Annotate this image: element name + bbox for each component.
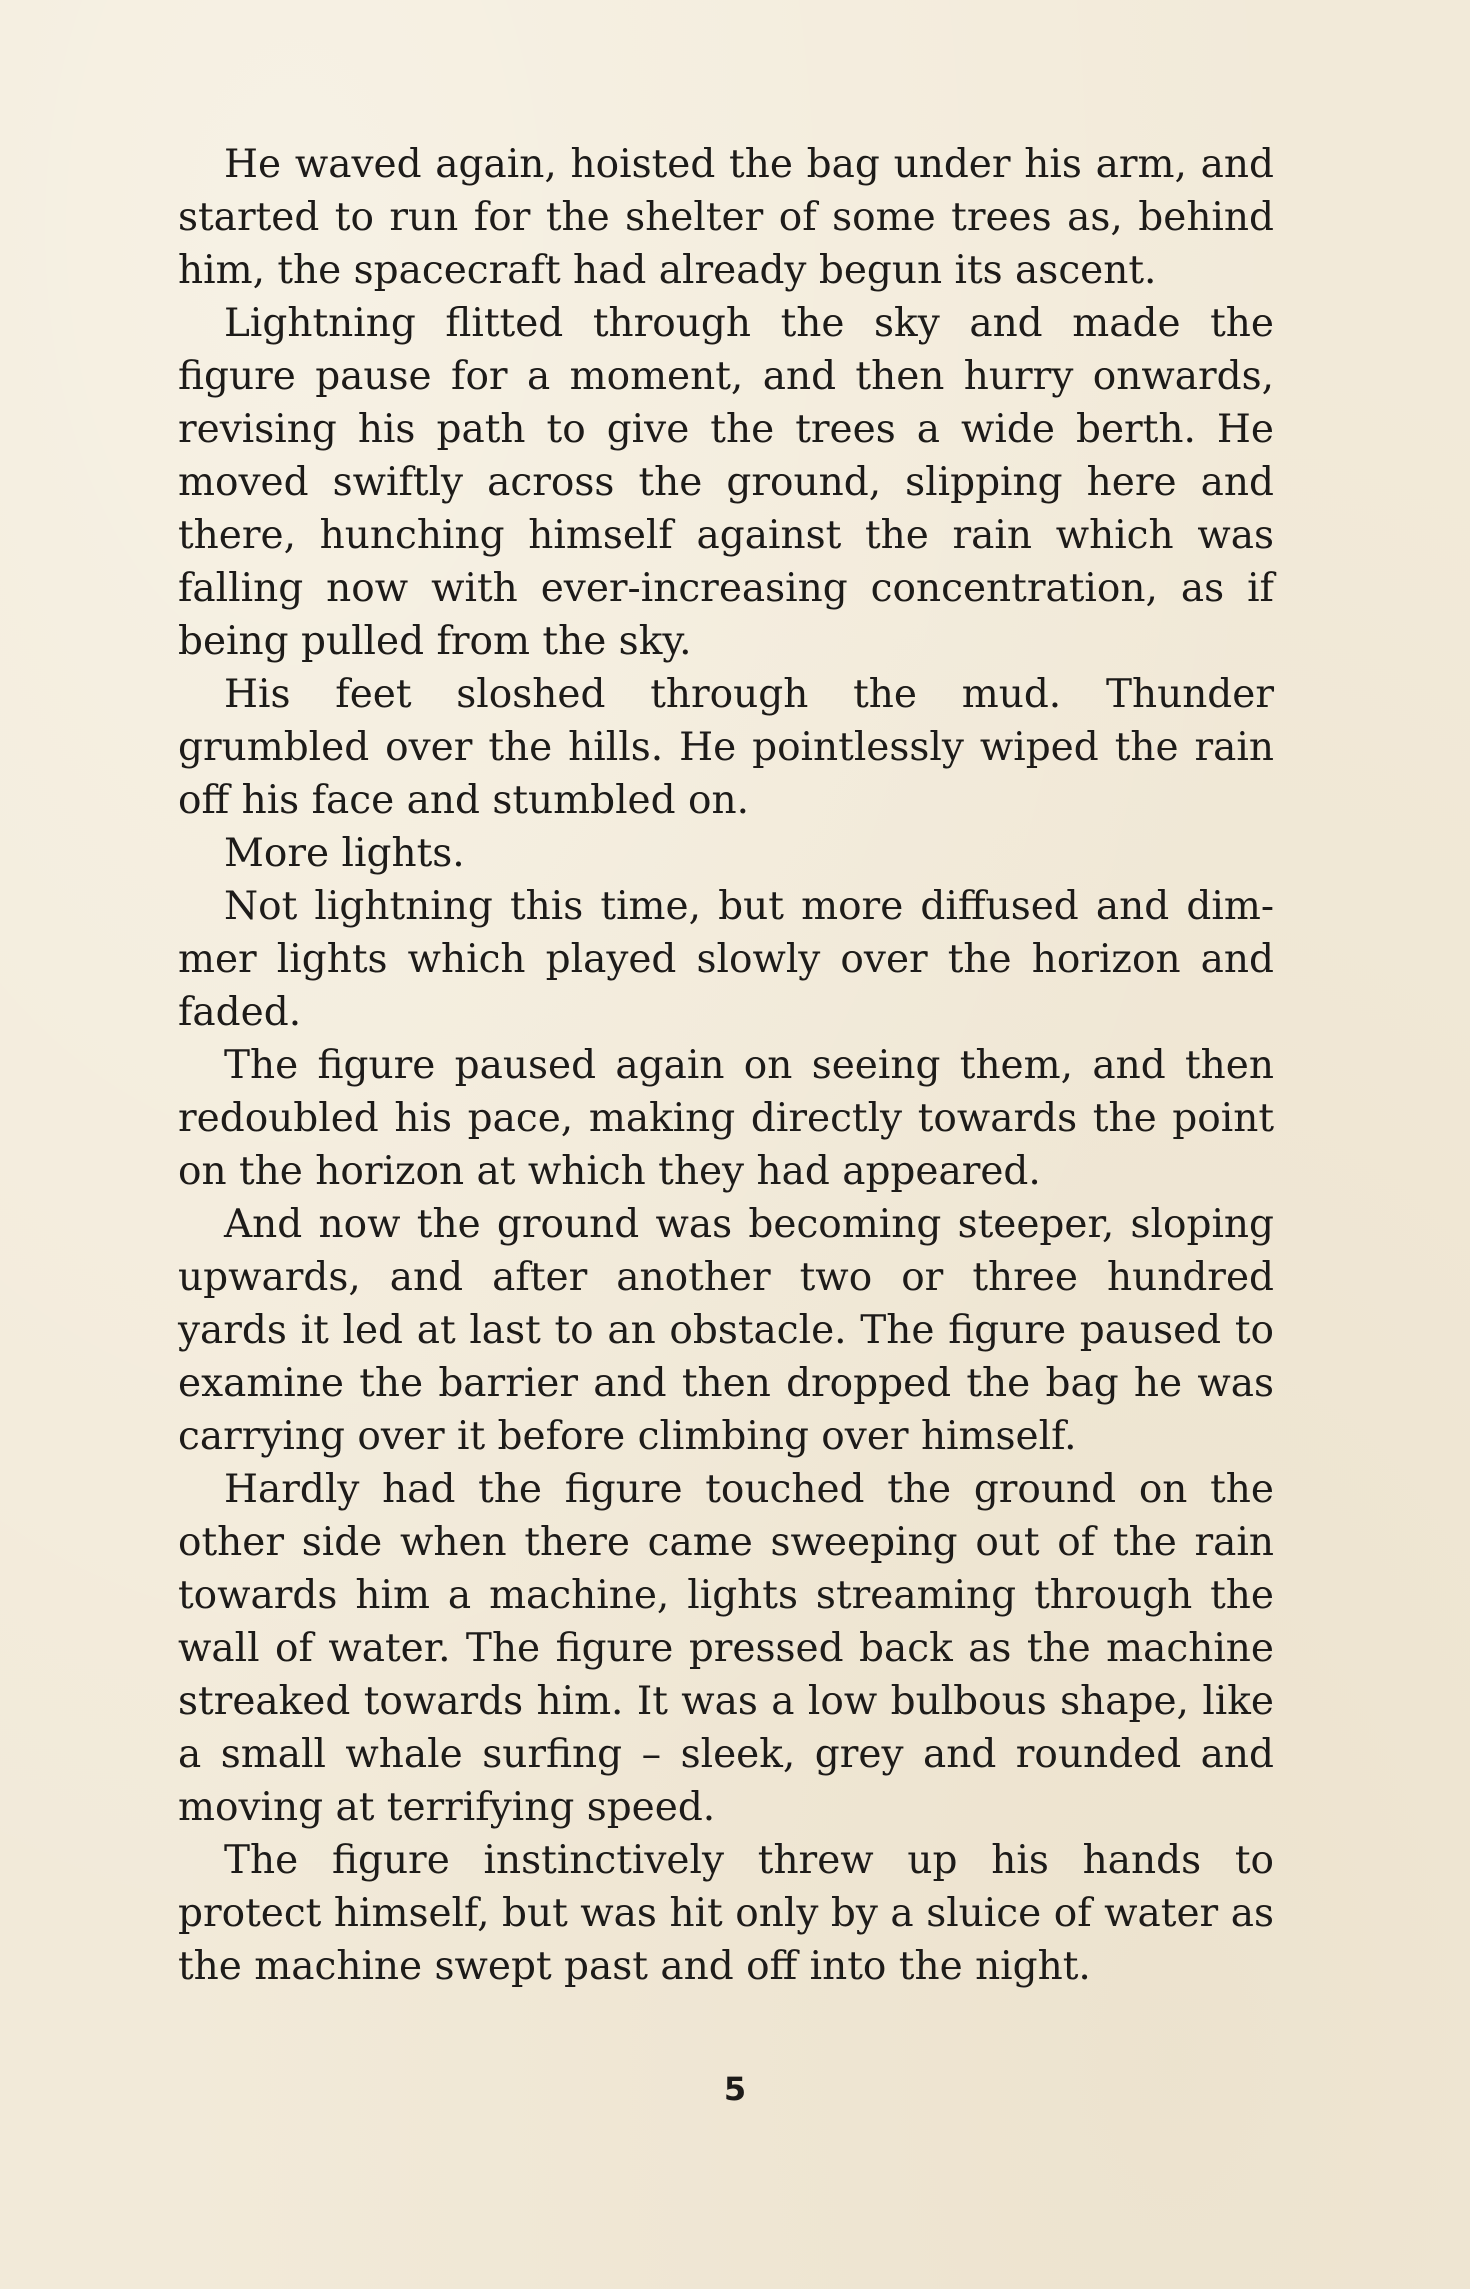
- page-number: 5: [723, 2070, 747, 2108]
- paragraph: Lightning flitted through the sky and made the figure pause for a moment, and then hurry onwards, revising his path to give the trees a wide berth. He moved swiftly across the ground, slipping here and there, hunching himself against the rain which was falling now with ever-increasing concentration, as if being pulled from the sky.: [178, 301, 1274, 664]
- body-text: [178, 138, 1274, 1993]
- paragraph: The figure paused again on seeing them, and then redoubled his pace, making directly towards the point on the horizon at which they had appeared.: [178, 1043, 1274, 1194]
- paragraph: More lights.: [224, 831, 465, 876]
- paragraph: The figure instinctively threw up his hands to protect himself, but was hit only by a sluice of water as the machine swept past and off into the night.: [178, 1838, 1274, 1989]
- paragraph: Hardly had the figure touched the ground on the other side when there came sweeping out of the rain towards him a machine, lights streaming through the wall of water. The figure pressed back as the machine streaked towards him. It was a low bulbous shape, like a small whale surfing – sleek, grey and rounded and moving at terrifying speed.: [178, 1467, 1274, 1830]
- paragraph: And now the ground was becoming steeper, sloping upwards, and after another two or three hundred yards it led at last to an obstacle. The figure paused to examine the barrier and then dropped the bag he was carrying over it before climbing over himself.: [178, 1202, 1274, 1459]
- paragraph: His feet sloshed through the mud. Thunder grumbled over the hills. He pointlessly wiped the rain off his face and stumbled on.: [178, 672, 1274, 823]
- paragraph: Not lightning this time, but more diffused and dim-mer lights which played slowly over the horizon and faded.: [178, 884, 1274, 1035]
- paragraph: He waved again, hoisted the bag under his arm, and started to run for the shelter of some trees as, behind him, the spacecraft had already begun its ascent.: [178, 142, 1274, 293]
